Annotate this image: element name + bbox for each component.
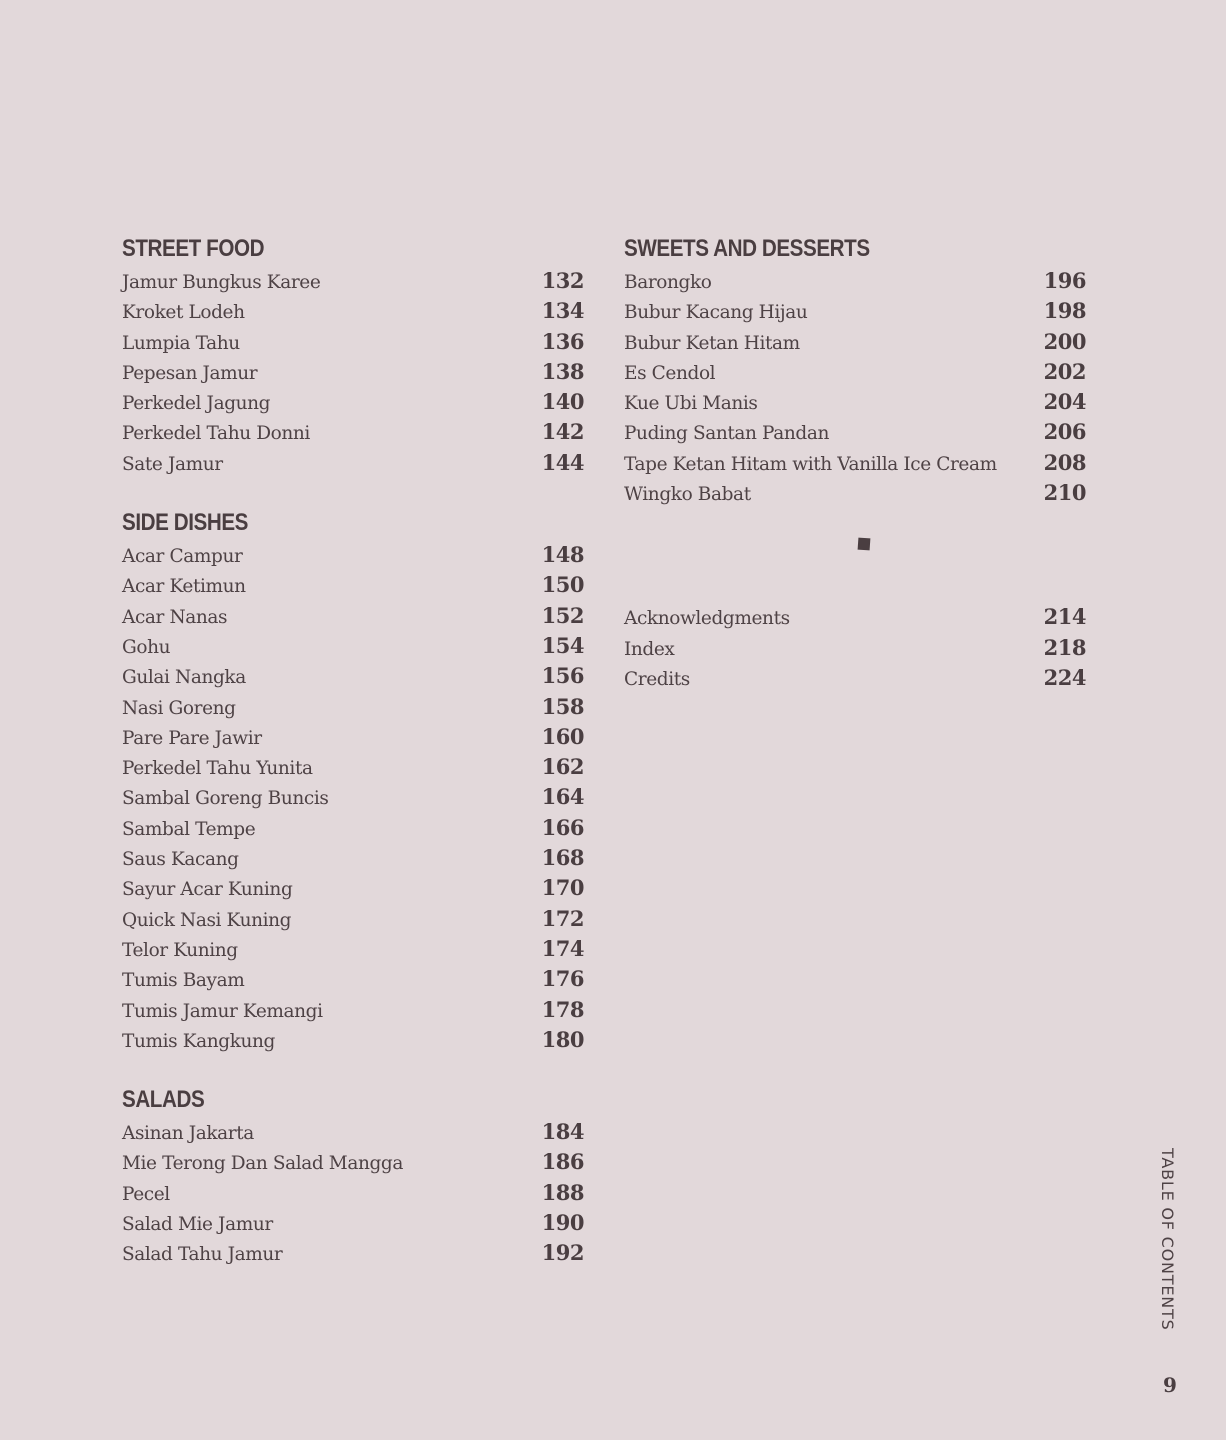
entry-page: 142 [541, 419, 584, 445]
toc-section-salads [122, 1083, 584, 1268]
entry-page: 214 [1043, 604, 1086, 630]
entry-page: 160 [541, 723, 584, 749]
toc-entry[interactable] [122, 1238, 584, 1268]
entry-page: 204 [1043, 389, 1086, 415]
section-heading: SALADS [122, 1086, 205, 1114]
entry-title: Bubur Ketan Hitam [624, 332, 800, 354]
toc-entry[interactable] [122, 843, 584, 873]
toc-entry[interactable] [122, 1178, 584, 1208]
entry-page: 206 [1043, 419, 1086, 445]
toc-entry[interactable] [122, 540, 584, 570]
running-header-label: TABLE OF CONTENTS [1158, 1148, 1177, 1331]
entry-title: Wingko Babat [624, 484, 751, 506]
entry-page: 166 [541, 814, 584, 840]
toc-entry[interactable] [624, 266, 1086, 296]
toc-entry[interactable] [624, 417, 1086, 447]
entry-title: Puding Santan Pandan [624, 423, 829, 445]
toc-entry[interactable] [122, 752, 584, 782]
section-heading: SWEETS AND DESSERTS [624, 235, 870, 262]
toc-entry[interactable] [122, 692, 584, 722]
entry-title: Nasi Goreng [122, 697, 236, 719]
entry-page: 218 [1043, 634, 1086, 660]
toc-entry[interactable] [624, 296, 1086, 326]
toc-entry[interactable] [122, 1117, 584, 1147]
toc-entry[interactable] [122, 1025, 584, 1055]
entry-title: Index [624, 638, 675, 660]
toc-entry[interactable] [624, 602, 1086, 632]
entry-page: 190 [541, 1210, 584, 1236]
toc-entry[interactable] [122, 964, 584, 994]
toc-entry[interactable] [122, 387, 584, 417]
toc-entry[interactable] [122, 995, 584, 1025]
entry-page: 186 [541, 1149, 584, 1175]
entry-page: 196 [1043, 268, 1086, 293]
entry-title: Tumis Kangkung [122, 1030, 275, 1052]
toc-entry[interactable] [122, 934, 584, 964]
toc-entry[interactable] [122, 782, 584, 812]
entry-title: Asinan Jakarta [122, 1123, 254, 1145]
toc-entry[interactable] [624, 357, 1086, 387]
toc-entry[interactable] [122, 1147, 584, 1177]
toc-entry[interactable] [122, 327, 584, 357]
entry-page: 164 [541, 784, 584, 810]
toc-entry[interactable] [624, 327, 1086, 357]
toc-entry[interactable] [122, 266, 584, 296]
entry-page: 148 [541, 542, 584, 568]
entry-title: Tumis Bayam [122, 970, 245, 992]
toc-left-column [122, 232, 584, 1297]
entry-page: 224 [1043, 664, 1086, 690]
entry-title: Perkedel Jagung [122, 393, 271, 415]
entry-page: 138 [541, 358, 584, 384]
entry-title: Acar Campur [122, 546, 243, 568]
toc-section-street-food [122, 232, 584, 478]
entry-title: Gulai Nangka [122, 667, 246, 689]
toc-entry[interactable] [122, 357, 584, 387]
entry-title: Perkedel Tahu Donni [122, 423, 310, 445]
toc-section-side-dishes [122, 506, 584, 1055]
entry-title: Jamur Bungkus Karee [122, 272, 321, 293]
entry-page: 174 [541, 935, 584, 961]
entry-title: Pecel [122, 1183, 170, 1205]
entry-title: Lumpia Tahu [122, 332, 240, 354]
entry-page: 136 [541, 328, 584, 354]
entry-title: Acar Nanas [122, 606, 228, 628]
toc-entry[interactable] [624, 478, 1086, 508]
entry-page: 188 [541, 1179, 584, 1205]
entry-title: Sate Jamur [122, 453, 223, 475]
entry-page: 198 [1043, 298, 1086, 324]
entry-title: Credits [624, 668, 690, 690]
page-number: 9 [1163, 1373, 1177, 1397]
entry-page: 140 [541, 389, 584, 415]
toc-section-back-matter [624, 602, 1086, 693]
entry-page: 168 [541, 845, 584, 871]
entry-page: 178 [541, 996, 584, 1022]
toc-entry[interactable] [122, 873, 584, 903]
entry-title: Pepesan Jamur [122, 362, 258, 384]
entry-title: Tumis Jamur Kemangi [122, 1000, 323, 1022]
entry-page: 134 [541, 298, 584, 324]
entry-page: 132 [541, 268, 584, 293]
toc-entry[interactable] [624, 633, 1086, 663]
toc-entry[interactable] [122, 601, 584, 631]
toc-right-column [624, 232, 1086, 721]
entry-title: Kue Ubi Manis [624, 393, 758, 415]
entry-page: 202 [1043, 358, 1086, 384]
entry-page: 152 [541, 602, 584, 628]
toc-entry[interactable] [122, 813, 584, 843]
entry-title: Salad Tahu Jamur [122, 1244, 283, 1266]
entry-title: Saus Kacang [122, 849, 239, 871]
entry-title: Kroket Lodeh [122, 302, 245, 324]
entry-title: Tape Ketan Hitam with Vanilla Ice Cream [624, 453, 997, 475]
entry-page: 176 [541, 966, 584, 992]
entry-title: Gohu [122, 636, 171, 658]
entry-page: 150 [541, 572, 584, 598]
toc-entry[interactable] [624, 663, 1086, 693]
entry-title: Bubur Kacang Hijau [624, 302, 808, 324]
entry-page: 170 [541, 875, 584, 901]
toc-entry[interactable] [122, 661, 584, 691]
toc-entry[interactable] [624, 448, 1086, 478]
section-heading: STREET FOOD [122, 235, 265, 262]
entry-title: Sambal Goreng Buncis [122, 788, 329, 810]
entry-page: 158 [541, 693, 584, 719]
toc-entry[interactable] [122, 417, 584, 447]
entry-page: 180 [541, 1026, 584, 1052]
entry-page: 200 [1043, 328, 1086, 354]
entry-title: Quick Nasi Kuning [122, 909, 292, 931]
entry-title: Sambal Tempe [122, 818, 256, 840]
entry-page: 184 [541, 1119, 584, 1145]
entry-page: 154 [541, 632, 584, 658]
entry-title: Mie Terong Dan Salad Mangga [122, 1153, 403, 1175]
entry-title: Acar Ketimun [122, 576, 246, 598]
entry-page: 172 [541, 905, 584, 931]
entry-page: 162 [541, 754, 584, 780]
toc-entry[interactable] [122, 722, 584, 752]
entry-title: Perkedel Tahu Yunita [122, 758, 313, 780]
entry-page: 208 [1043, 449, 1086, 475]
entry-title: Acknowledgments [624, 608, 790, 630]
square-divider-icon [858, 538, 871, 551]
toc-entry[interactable] [122, 1208, 584, 1238]
section-heading: SIDE DISHES [122, 509, 249, 537]
entry-page: 156 [541, 663, 584, 689]
entry-title: Salad Mie Jamur [122, 1214, 273, 1236]
entry-title: Barongko [624, 272, 712, 293]
toc-entry[interactable] [624, 387, 1086, 417]
entry-title: Pare Pare Jawir [122, 727, 262, 749]
entry-title: Telor Kuning [122, 939, 238, 961]
toc-entry[interactable] [122, 296, 584, 326]
entry-title: Es Cendol [624, 362, 716, 384]
entry-page: 210 [1043, 480, 1086, 506]
entry-title: Sayur Acar Kuning [122, 879, 293, 901]
toc-entry[interactable] [122, 448, 584, 478]
entry-page: 144 [541, 449, 584, 475]
toc-entry[interactable] [122, 904, 584, 934]
entry-page: 192 [541, 1240, 584, 1266]
toc-entry[interactable] [122, 631, 584, 661]
toc-section-sweets-and-desserts [624, 232, 1086, 508]
toc-entry[interactable] [122, 570, 584, 600]
